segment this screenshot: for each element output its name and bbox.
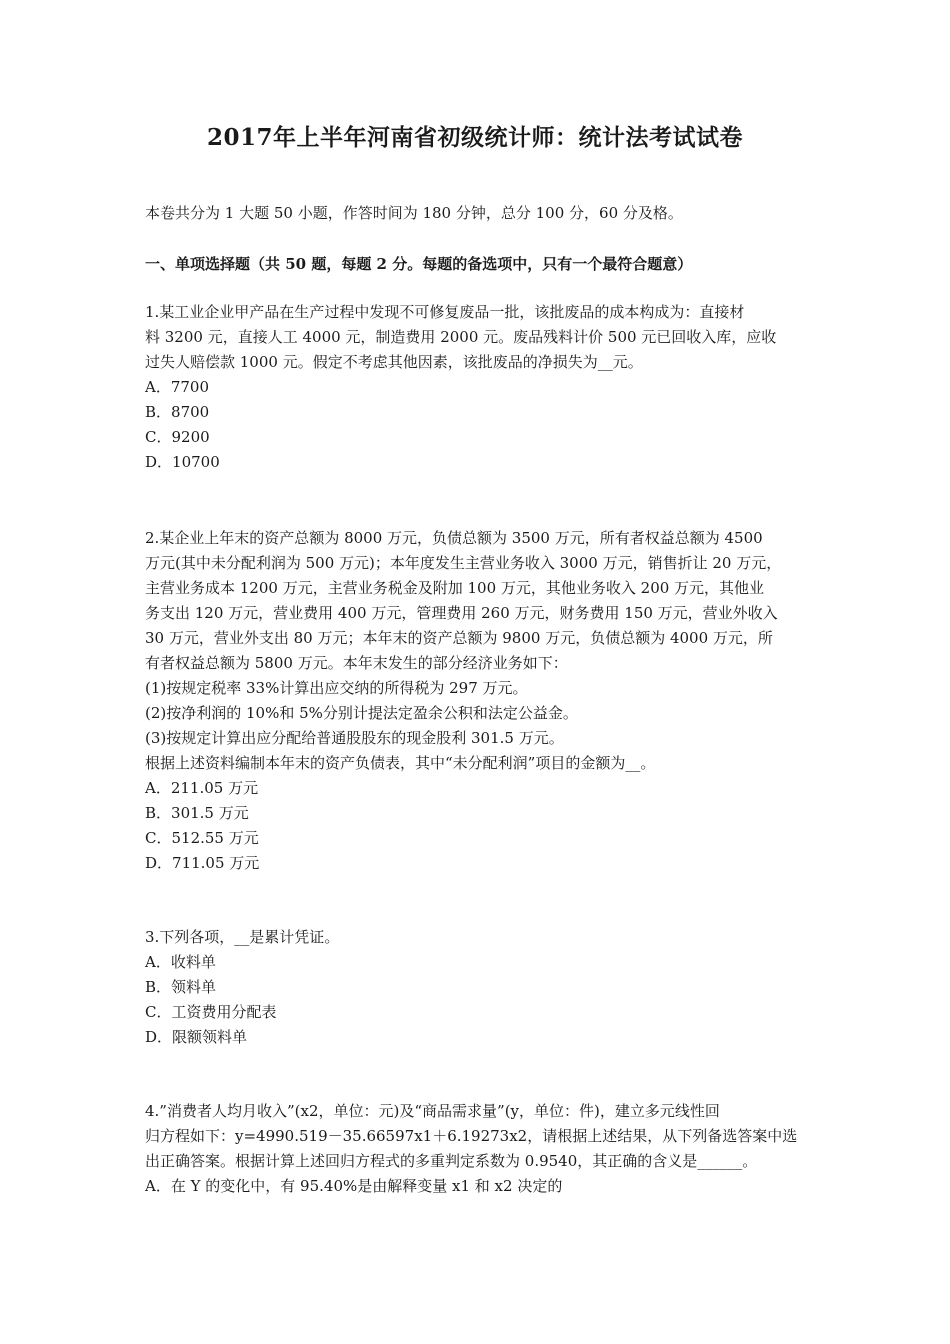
question-1-line-3: 过失人赔偿款 1000 元。假定不考虑其他因素，该批废品的净损失为__元。 xyxy=(145,353,643,371)
question-2-line-3: 主营业务成本 1200 万元，主营业务税金及附加 100 万元，其他业务收入 200 万元，其他业 xyxy=(145,579,765,597)
question-3-option-c: C．工资费用分配表 xyxy=(145,1003,277,1021)
question-4-line-1: 4.”消费者人均月收入”(x2，单位：元)及“商品需求量”(y，单位：件)，建立多元线性回 xyxy=(145,1102,720,1120)
question-1-option-a: A．7700 xyxy=(145,378,210,396)
question-2-line-7: (1)按规定税率 33%计算出应交纳的所得税为 297 万元。 xyxy=(145,679,528,697)
question-2-option-d: D．711.05 万元 xyxy=(145,854,260,872)
question-1-line-2: 料 3200 元，直接人工 4000 元，制造费用 2000 元。废品残料计价 500 元已回收入库，应收 xyxy=(145,328,777,346)
question-1-option-c: C．9200 xyxy=(145,428,210,446)
question-3-option-d: D．限额领料单 xyxy=(145,1028,248,1046)
question-2-line-2: 万元(其中未分配利润为 500 万元)；本年度发生主营业务收入 3000 万元，销售折让 20 万元， xyxy=(145,554,782,572)
question-2-line-6: 有者权益总额为 5800 万元。本年末发生的部分经济业务如下： xyxy=(145,654,568,672)
question-3 xyxy=(145,925,815,1050)
question-1 xyxy=(145,300,815,475)
question-4-line-3: 出正确答案。根据计算上述回归方程式的多重判定系数为 0.9540，其正确的含义是______。 xyxy=(145,1152,758,1170)
question-4-line-2: 归方程如下：y=4990.519－35.66597x1＋6.19273x2，请根据上述结果，从下列备选答案中选 xyxy=(145,1127,798,1145)
question-3-option-a: A．收料单 xyxy=(145,953,216,971)
question-2-line-1: 2.某企业上年末的资产总额为 8000 万元，负债总额为 3500 万元，所有者权益总额为 4500 xyxy=(145,529,763,547)
question-4 xyxy=(145,1099,815,1199)
question-1-line-1: 1.某工业企业甲产品在生产过程中发现不可修复废品一批，该批废品的成本构成为：直接材 xyxy=(145,303,745,321)
question-2-line-9: (3)按规定计算出应分配给普通股股东的现金股利 301.5 万元。 xyxy=(145,729,564,747)
question-3-line-1: 3.下列各项，__是累计凭证。 xyxy=(145,928,340,946)
question-2 xyxy=(145,526,815,876)
question-2-line-8: (2)按净利润的 10%和 5%分别计提法定盈余公积和法定公益金。 xyxy=(145,704,578,722)
question-2-option-b: B．301.5 万元 xyxy=(145,804,249,822)
question-2-line-4: 务支出 120 万元，营业费用 400 万元，管理费用 260 万元，财务费用 150 万元，营业外收入 xyxy=(145,604,778,622)
question-2-line-5: 30 万元，营业外支出 80 万元；本年末的资产总额为 9800 万元，负债总额为 4000 万元，所 xyxy=(145,629,773,647)
question-4-option-a: A．在 Y 的变化中，有 95.40%是由解释变量 x1 和 x2 决定的 xyxy=(145,1177,563,1195)
question-2-option-c: C．512.55 万元 xyxy=(145,829,259,847)
question-1-option-b: B．8700 xyxy=(145,403,210,421)
question-3-option-b: B．领料单 xyxy=(145,978,217,996)
question-2-line-10: 根据上述资料编制本年末的资产负债表，其中“未分配利润”项目的金额为__。 xyxy=(145,754,656,772)
section-heading: 一、单项选择题（共 50 题，每题 2 分。每题的备选项中，只有一个最符合题意） xyxy=(145,255,693,273)
page-title: 2017年上半年河南省初级统计师：统计法考试试卷 xyxy=(206,124,743,151)
question-1-option-d: D．10700 xyxy=(145,453,220,471)
question-2-option-a: A．211.05 万元 xyxy=(145,779,259,797)
exam-intro: 本卷共分为 1 大题 50 小题，作答时间为 180 分钟，总分 100 分，60 分及格。 xyxy=(145,204,683,222)
